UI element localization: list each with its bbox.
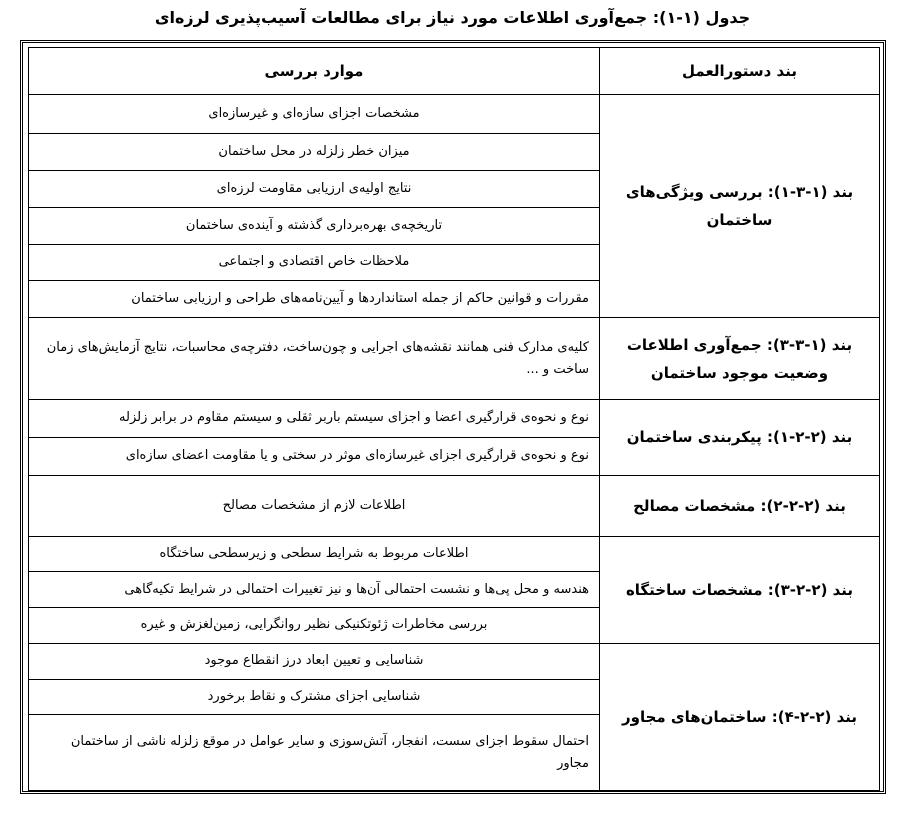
- table-row: اطلاعات مربوط به شرایط سطحی و زیرسطحی ساختگاه: [29, 536, 600, 572]
- requirements-table: [28, 47, 880, 791]
- table-row: بررسی مخاطرات ژئوتکنیکی نظیر روانگرایی، زمین‌لغزش و غیره: [29, 608, 600, 644]
- header-row: [29, 48, 880, 95]
- table-row: کلیه‌ی مدارک فنی همانند نقشه‌های اجرایی و چون‌ساخت، دفترچه‌ی محاسبات، نتایج آزمایش‌های زمان ساخت و ...: [29, 318, 600, 400]
- table-row: شناسایی و تعیین ابعاد درز انقطاع موجود: [29, 643, 600, 679]
- table-row: مقررات و قوانین حاکم از جمله استانداردها و آیین‌نامه‌های طراحی و ارزیابی ساختمان: [29, 281, 600, 318]
- bond-cell: بند (۱-۳-۱): بررسی ویژگی‌های ساختمان: [600, 95, 880, 318]
- table-row: اطلاعات لازم از مشخصات مصالح: [29, 475, 600, 536]
- bond-cell: بند (۲-۲-۲): مشخصات مصالح: [600, 475, 880, 536]
- table-caption: جدول (۱-۱): جمع‌آوری اطلاعات مورد نیاز برای مطالعات آسیب‌پذیری لرزه‌ای: [154, 8, 751, 27]
- table-row: مشخصات اجزای سازه‌ای و غیرسازه‌ای: [29, 95, 600, 134]
- table-row: نوع و نحوه‌ی قرارگیری اعضا و اجزای سیستم باربر ثقلی و سیستم مقاوم در برابر زلزله: [29, 400, 600, 438]
- header-items: موارد بررسی: [29, 48, 600, 95]
- bond-cell: بند (۱-۳-۳): جمع‌آوری اطلاعات وضعیت موجود ساختمان: [600, 318, 880, 400]
- table-row: احتمال سقوط اجزای سست، انفجار، آتش‌سوزی و سایر عوامل در موقع زلزله ناشی از ساختمان مجاور: [29, 715, 600, 791]
- table-row: نوع و نحوه‌ی قرارگیری اجزای غیرسازه‌ای موثر در سختی و یا مقاومت اعضای سازه‌ای: [29, 437, 600, 475]
- table-row: شناسایی اجزای مشترک و نقاط برخورد: [29, 679, 600, 715]
- header-bond: بند دستورالعمل: [600, 48, 880, 95]
- table-row: نتایج اولیه‌ی ارزیابی مقاومت لرزه‌ای: [29, 170, 600, 207]
- bond-cell: بند (۲-۲-۱): پیکربندی ساختمان: [600, 400, 880, 476]
- bond-cell: بند (۲-۲-۳): مشخصات ساختگاه: [600, 536, 880, 643]
- table-row: ملاحظات خاص اقتصادی و اجتماعی: [29, 244, 600, 281]
- table-row: میزان خطر زلزله در محل ساختمان: [29, 134, 600, 171]
- table-row: هندسه و محل پی‌ها و نشست احتمالی آن‌ها و نیز تغییرات احتمالی در شرایط تکیه‌گاهی: [29, 572, 600, 608]
- bond-cell: بند (۲-۲-۴): ساختمان‌های مجاور: [600, 643, 880, 790]
- table-row: تاریخچه‌ی بهره‌برداری گذشته و آینده‌ی ساختمان: [29, 207, 600, 244]
